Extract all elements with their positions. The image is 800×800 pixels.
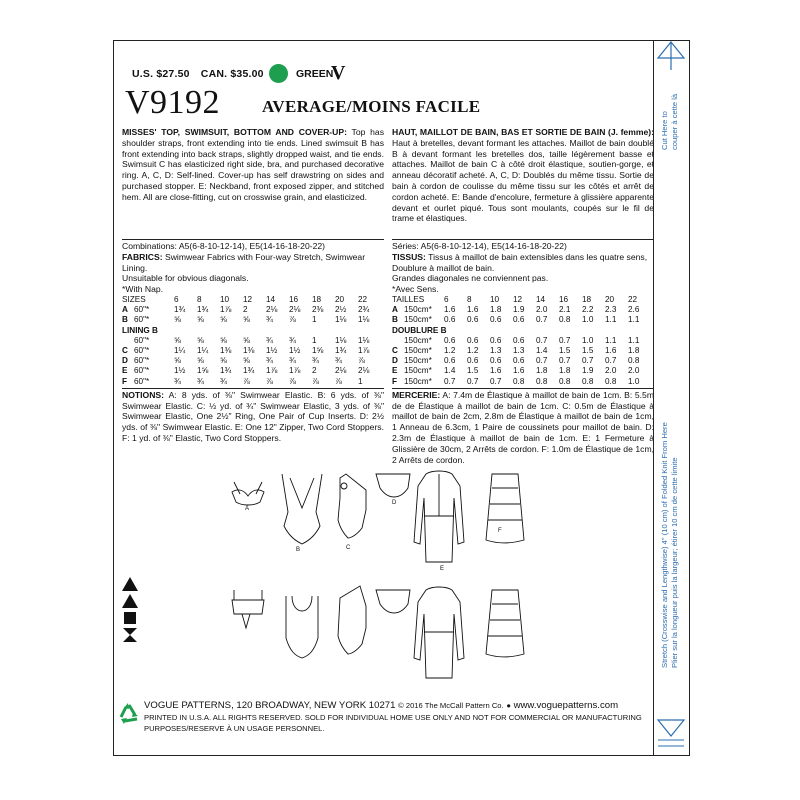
sizes-label: TAILLES xyxy=(392,294,425,304)
pattern-number: V9192 xyxy=(125,84,221,121)
yardage-cell: ⅝ xyxy=(197,315,204,325)
yardage-cell: 0.7 xyxy=(559,335,571,345)
yardage-cell: 0.7 xyxy=(582,356,594,366)
stretch-instruction-fr: Plier sur la longueur puis la largeur; étirer 10 cm de cette limite xyxy=(670,457,679,668)
size-header-cell: 18 xyxy=(582,294,592,304)
yardage-cell: ⅝ xyxy=(243,335,250,345)
view-label-d: D xyxy=(392,500,397,506)
width-cell: 150cm* xyxy=(404,356,432,366)
view-label-b: B xyxy=(296,547,301,553)
vogue-v-logo: V xyxy=(331,62,346,84)
yardage-cell: 0.8 xyxy=(559,315,571,325)
width-cell: 150cm* xyxy=(404,305,432,315)
size-header-cell: 8 xyxy=(467,294,472,304)
yardage-row xyxy=(392,305,651,315)
fabrics-label-fr: TISSUS: xyxy=(392,251,426,262)
yardage-cell: 0.7 xyxy=(536,335,548,345)
view-a-front-drawing xyxy=(232,482,264,505)
view-cell xyxy=(392,336,404,346)
notions-label-en: NOTIONS: xyxy=(122,389,165,400)
size-header-cell: 16 xyxy=(559,294,569,304)
yardage-cell: 1⅛ xyxy=(335,335,347,345)
size-header-cell: 10 xyxy=(220,294,230,304)
difficulty-label: AVERAGE/MOINS FACILE xyxy=(262,97,481,116)
yardage-cell: 0.7 xyxy=(559,356,571,366)
view-label-f: F xyxy=(498,528,502,534)
description-body-en: Top has shoulder straps, front extending into tie ends. Lined swimsuit B has front extending into back straps, slightly dropped waist, and tie ends. Swimsuit C has elasticized right side, bra, and purchased decorative ring. A, C, D: Self-lined. Cover-up has self drawstring on sides and purchased stopper. E: Neckband, front exposed zipper, and stitched hem. All are close-fitting, cut on crosswise grain, and elasticized. xyxy=(122,127,384,202)
divider xyxy=(122,239,384,240)
yardage-cell: ¾ xyxy=(266,315,273,325)
view-cell: F xyxy=(122,376,128,386)
size-table-fr xyxy=(392,295,651,387)
yardage-row xyxy=(122,315,381,325)
view-c-back-drawing xyxy=(338,586,366,654)
yardage-cell: ⅝ xyxy=(197,335,204,345)
yardage-row xyxy=(122,305,381,315)
size-header-cell: 10 xyxy=(490,294,500,304)
yardage-cell: ⅞ xyxy=(289,376,296,386)
yardage-cell: ¾ xyxy=(312,356,319,366)
yardage-row xyxy=(392,366,651,376)
yardage-cell: ¾ xyxy=(266,335,273,345)
stretch-arrow-icon xyxy=(658,720,684,736)
combinations-fr: Séries: A5(6-8-10-12-14), E5(14-16-18-20-22) xyxy=(392,241,567,251)
yardage-cell: 2 xyxy=(312,366,317,376)
yardage-cell: 0.8 xyxy=(582,376,594,386)
yardage-cell: ⅞ xyxy=(243,376,250,386)
yardage-cell: 1.6 xyxy=(490,366,502,376)
view-cell: D xyxy=(392,356,398,366)
view-b-front-drawing xyxy=(282,474,322,544)
yardage-row xyxy=(392,315,651,325)
fabrics-fr: Tissus à maillot de bain extensibles dans les quatre sens, Doublure à maillot de bain. xyxy=(392,251,648,273)
width-cell: 60"* xyxy=(134,335,150,345)
yardage-cell: 1.4 xyxy=(444,366,456,376)
yardage-cell: ⅞ xyxy=(358,356,365,366)
size-header-cell: 20 xyxy=(335,294,345,304)
yardage-cell: 1.2 xyxy=(444,346,456,355)
yardage-cell: 0.6 xyxy=(467,315,479,325)
width-cell: 150cm* xyxy=(404,376,432,386)
yardage-row xyxy=(122,346,381,356)
printed-notice: PRINTED IN U.S.A. ALL RIGHTS RESERVED. SOLD FOR INDIVIDUAL HOME USE ONLY AND NOT FOR COMMERCIAL OR MANUFACTURING PURPOSES/RESERVE À UN USAGE PERSONNEL. xyxy=(144,712,642,733)
view-label-c: C xyxy=(346,545,351,551)
yardage-cell: 0.6 xyxy=(490,356,502,366)
lining-label: LINING B xyxy=(122,325,158,335)
yardage-cell: ¾ xyxy=(266,356,273,366)
yardage-cell: 0.8 xyxy=(559,376,571,386)
yardage-cell: 1 xyxy=(312,335,317,345)
size-header-cell: 14 xyxy=(266,294,276,304)
yardage-cell: 1½ xyxy=(289,346,301,355)
yardage-cell: 0.8 xyxy=(513,376,525,386)
yardage-row xyxy=(392,336,651,346)
yardage-cell: 1.5 xyxy=(467,366,479,376)
yardage-cell: 1¾ xyxy=(174,305,186,315)
company-address: VOGUE PATTERNS, 120 BROADWAY, NEW YORK 10271 xyxy=(144,700,396,711)
yardage-cell: ⅝ xyxy=(243,356,250,366)
yardage-cell: 1⅛ xyxy=(335,315,347,325)
yardage-row xyxy=(392,346,651,356)
divider xyxy=(392,388,654,389)
cut-here-label: Cut Here to xyxy=(660,111,669,150)
description-title-fr: HAUT, MAILLOT DE BAIN, BAS ET SORTIE DE BAIN (J. femme): xyxy=(392,127,654,137)
yardage-row xyxy=(122,377,381,387)
fabrics-label-en: FABRICS: xyxy=(122,251,163,262)
notions-fr: A: 7.4m de Élastique à maillot de bain de 1cm. B: 5.5m de de Élastique à maillot de bain de 1cm. C: 0.5m de Élastique à maillot de bain de 2cm, 2.8m de Élastique à maillot de bain de 1cm, 1 Anneau de 6.3cm, 1 Paire de coussinets pour maillot de bain. D: 2.3m de Élastique à maillot de bain de 1cm. E: 1 Fermeture à Glissière de 30cm, 2 Arrêts de cordon. F: 1.0m de Élastique de 1cm, 2 Arrêts de cordon. xyxy=(392,389,654,465)
view-cell: B xyxy=(122,315,128,325)
yardage-cell: 1⅜ xyxy=(220,346,232,355)
yardage-cell: 2¾ xyxy=(358,305,370,315)
yardage-cell: 1.1 xyxy=(628,335,640,345)
square-symbol-icon xyxy=(124,612,136,624)
width-cell: 150cm* xyxy=(404,366,432,376)
yardage-cell: 0.7 xyxy=(467,376,479,386)
yardage-cell: 1.1 xyxy=(628,315,640,325)
yardage-cell: 1 xyxy=(358,376,363,386)
yardage-row xyxy=(122,336,381,346)
yardage-cell: 1⅞ xyxy=(358,346,370,355)
yardage-cell: 1⅜ xyxy=(243,346,255,355)
yardage-cell: 0.6 xyxy=(467,356,479,366)
yardage-cell: 1.3 xyxy=(490,346,502,355)
yardage-cell: 0.6 xyxy=(513,315,525,325)
yardage-cell: 1⅛ xyxy=(358,335,370,345)
yardage-cell: ⅝ xyxy=(220,315,227,325)
color-dot-icon xyxy=(269,64,288,83)
description-title-en: MISSES' TOP, SWIMSUIT, BOTTOM AND COVER-UP: xyxy=(122,127,347,137)
yardage-cell: 0.7 xyxy=(536,356,548,366)
size-header-cell: 18 xyxy=(312,294,322,304)
yardage-cell: 0.8 xyxy=(536,376,548,386)
yardage-cell: ⅝ xyxy=(220,356,227,366)
yardage-cell: 1.2 xyxy=(467,346,479,355)
yardage-cell: 1.8 xyxy=(536,366,548,376)
view-label-a: A xyxy=(245,506,250,512)
yardage-cell: 1.0 xyxy=(582,335,594,345)
yardage-cell: ¾ xyxy=(197,376,204,386)
yardage-cell: 2.0 xyxy=(536,305,548,315)
view-cell: C xyxy=(122,346,128,355)
yardage-cell: 1¾ xyxy=(243,366,255,376)
yardage-cell: ⅞ xyxy=(312,376,319,386)
yardage-cell: 2½ xyxy=(335,305,347,315)
bullet: ● xyxy=(506,701,511,710)
triangle-symbol-icon xyxy=(122,594,138,608)
yardage-cell: 1 xyxy=(312,315,317,325)
price-us: U.S. $27.50 xyxy=(132,68,190,80)
yardage-cell: 0.6 xyxy=(444,335,456,345)
view-a-back-drawing xyxy=(232,590,264,628)
yardage-cell: 0.7 xyxy=(444,376,456,386)
triangle-symbol-icon xyxy=(122,577,138,591)
notions-label-fr: MERCERIE: xyxy=(392,389,441,400)
yardage-cell: ¾ xyxy=(335,356,342,366)
view-cell: E xyxy=(392,366,398,376)
color-label: GREEN xyxy=(296,68,334,80)
yardage-cell: ⅝ xyxy=(243,315,250,325)
yardage-cell: 0.6 xyxy=(444,315,456,325)
yardage-cell: 1⅛ xyxy=(358,315,370,325)
french-yardage-section xyxy=(392,238,654,465)
yardage-cell: 2.2 xyxy=(582,305,594,315)
view-label-e: E xyxy=(440,566,445,572)
yardage-cell: 1½ xyxy=(266,346,278,355)
recycle-icon xyxy=(116,702,142,726)
yardage-cell: ⅝ xyxy=(174,335,181,345)
size-header-cell: 22 xyxy=(358,294,368,304)
lining-header-row xyxy=(392,326,651,336)
yardage-cell: 1.1 xyxy=(605,315,617,325)
yardage-cell: 0.6 xyxy=(513,335,525,345)
width-cell: 60"* xyxy=(134,356,150,366)
yardage-cell: 0.8 xyxy=(605,376,617,386)
cut-here-label-fr: couper à cette là xyxy=(670,93,679,150)
yardage-cell: 1⅞ xyxy=(220,305,232,315)
yardage-cell: 1.5 xyxy=(582,346,594,355)
width-cell: 60"* xyxy=(134,346,150,355)
view-d-front-drawing xyxy=(376,474,410,497)
description-french xyxy=(392,127,654,224)
yardage-cell: 1.6 xyxy=(513,366,525,376)
english-yardage-section xyxy=(122,238,384,444)
view-cell: A xyxy=(122,305,128,315)
yardage-cell: 1⅞ xyxy=(289,366,301,376)
copyright: © 2016 The McCall Pattern Co. xyxy=(398,701,504,710)
divider xyxy=(392,239,654,240)
yardage-cell: 1⅝ xyxy=(197,366,209,376)
yardage-cell: 1.8 xyxy=(490,305,502,315)
width-cell: 150cm* xyxy=(404,335,432,345)
width-cell: 150cm* xyxy=(404,315,432,325)
size-header-cell: 12 xyxy=(243,294,253,304)
yardage-cell: 0.6 xyxy=(490,315,502,325)
yardage-cell: 2⅛ xyxy=(266,305,278,315)
description-english xyxy=(122,127,384,203)
view-e-back-drawing xyxy=(414,587,464,678)
size-header-cell: 6 xyxy=(174,294,179,304)
bowtie-symbol-icon xyxy=(123,628,137,642)
yardage-cell: 1⅞ xyxy=(266,366,278,376)
yardage-cell: 2⅛ xyxy=(358,366,370,376)
yardage-cell: 1.8 xyxy=(559,366,571,376)
yardage-cell: 0.6 xyxy=(490,335,502,345)
yardage-cell: 1.0 xyxy=(628,376,640,386)
yardage-cell: 0.6 xyxy=(444,356,456,366)
yardage-cell: 1.6 xyxy=(467,305,479,315)
view-cell: A xyxy=(392,305,398,315)
view-cell: E xyxy=(122,366,128,376)
yardage-row xyxy=(392,377,651,387)
yardage-cell: 0.7 xyxy=(536,315,548,325)
price-can: CAN. $35.00 xyxy=(200,68,264,80)
yardage-cell: 1.0 xyxy=(582,315,594,325)
yardage-cell: 0.6 xyxy=(513,356,525,366)
yardage-cell: 2.0 xyxy=(628,366,640,376)
size-header-row xyxy=(392,295,651,305)
width-cell: 150cm* xyxy=(404,346,432,355)
size-header-cell: 8 xyxy=(197,294,202,304)
yardage-cell: 2⅜ xyxy=(312,305,324,315)
yardage-cell: 2⅛ xyxy=(289,305,301,315)
size-header-cell: 12 xyxy=(513,294,523,304)
yardage-cell: 1⅝ xyxy=(312,346,324,355)
yardage-cell: 1¼ xyxy=(197,346,209,355)
view-e-front-drawing xyxy=(414,471,464,562)
yardage-cell: 1.5 xyxy=(559,346,571,355)
yardage-cell: 1.3 xyxy=(513,346,525,355)
yardage-cell: ⅝ xyxy=(197,356,204,366)
stretch-instruction: Stretch (Crosswise and Lengthwise) 4" (10 cm) of Folded Knit From Here xyxy=(660,422,669,668)
size-header-cell: 16 xyxy=(289,294,299,304)
yardage-cell: 1¾ xyxy=(220,366,232,376)
description-body-fr: Haut à bretelles, devant formant les attaches. Maillot de bain doublé B à devant formant les bretelles dos, taille légèrement basse et attaches. Maillot de bain C à côté droit élastique, soutien-gorge, et anneau décoratif acheté. A, C, D: Doublés du même tissu. Sortie de bain à cordon de coulisse du même tissu sur les côtés et arrêt de cordon acheté. E: Bande d'encolure, fermeture à glissière apparente devant et ourlet piqué. Tous sont moulants, coupés sur le fil de trame et élastiques. xyxy=(392,137,654,224)
view-f-back-drawing xyxy=(486,590,524,657)
yardage-cell: 1.9 xyxy=(582,366,594,376)
yardage-cell: 0.7 xyxy=(490,376,502,386)
view-cell: D xyxy=(122,356,128,366)
divider xyxy=(122,388,384,389)
size-header-cell: 22 xyxy=(628,294,638,304)
footer xyxy=(144,700,644,735)
yardage-row xyxy=(392,356,651,366)
yardage-cell: 0.7 xyxy=(605,356,617,366)
lining-label: DOUBLURE B xyxy=(392,325,447,335)
yardage-cell: 1.1 xyxy=(605,335,617,345)
nap-en: *With Nap. xyxy=(122,284,164,295)
yardage-cell: 1¾ xyxy=(335,346,347,355)
yardage-cell: ⅝ xyxy=(220,335,227,345)
sizes-label: SIZES xyxy=(122,294,146,304)
yardage-cell: ⅞ xyxy=(289,315,296,325)
yardage-cell: ¾ xyxy=(289,356,296,366)
yardage-cell: 2.6 xyxy=(628,305,640,315)
notch-symbols xyxy=(121,576,139,644)
yardage-cell: 0.6 xyxy=(467,335,479,345)
nap-fr: *Avec Sens. xyxy=(392,284,439,295)
yardage-cell: 1.8 xyxy=(628,346,640,355)
view-cell: C xyxy=(392,346,398,355)
yardage-cell: ⅝ xyxy=(174,315,181,325)
yardage-cell: 1.9 xyxy=(513,305,525,315)
unsuitable-fr: Grandes diagonales ne conviennent pas. xyxy=(392,273,549,284)
size-table-en xyxy=(122,295,381,387)
garment-line-drawings xyxy=(220,468,530,698)
yardage-cell: 2 xyxy=(243,305,248,315)
yardage-cell: 2⅛ xyxy=(335,366,347,376)
width-cell: 60"* xyxy=(134,315,150,325)
view-d-back-drawing xyxy=(376,590,410,613)
unsuitable-en: Unsuitable for obvious diagonals. xyxy=(122,273,249,284)
yardage-cell: 1½ xyxy=(174,366,186,376)
yardage-cell: 2.3 xyxy=(605,305,617,315)
yardage-cell: 1.6 xyxy=(605,346,617,355)
yardage-cell: ⅞ xyxy=(266,376,273,386)
view-cell xyxy=(122,336,134,346)
yardage-cell: 1¼ xyxy=(174,346,186,355)
yardage-cell: 2.1 xyxy=(559,305,571,315)
yardage-row xyxy=(122,356,381,366)
yardage-row xyxy=(122,366,381,376)
fabrics-en: Swimwear Fabrics with Four-way Stretch, Swimwear Lining. xyxy=(122,251,366,273)
size-header-cell: 14 xyxy=(536,294,546,304)
lining-header-row xyxy=(122,326,381,336)
size-header-cell: 20 xyxy=(605,294,615,304)
width-cell: 60"* xyxy=(134,305,150,315)
size-header-row xyxy=(122,295,381,305)
view-b-back-drawing xyxy=(286,596,318,658)
width-cell: 60"* xyxy=(134,376,150,386)
yardage-cell: 2.0 xyxy=(605,366,617,376)
view-c-front-drawing xyxy=(338,474,366,538)
notions-en: A: 8 yds. of ⅜" Swimwear Elastic. B: 6 yds. of ⅜" Swimwear Elastic. C: ½ yd. of ¾" Swimwear Elastic, 3 yds. of ⅜" Swimwear Elastic, One 2½" Ring, One Pair of Cup Inserts. D: 2½ yds. of ⅜" Swimwear Elastic. E: One 12" Zipper, Two Cord Stoppers. F: 1 yd. of ⅜" Elastic, Two Cord Stoppers. xyxy=(122,389,384,443)
yardage-cell: ¾ xyxy=(174,376,181,386)
combinations-en: Combinations: A5(6-8-10-12-14), E5(14-16-18-20-22) xyxy=(122,241,326,251)
yardage-cell: 1¾ xyxy=(197,305,209,315)
yardage-cell: ¾ xyxy=(220,376,227,386)
view-f-front-drawing xyxy=(486,474,524,543)
yardage-cell: 0.8 xyxy=(628,356,640,366)
yardage-cell: 1.4 xyxy=(536,346,548,355)
yardage-cell: ¾ xyxy=(289,335,296,345)
website: www.voguepatterns.com xyxy=(513,700,619,711)
price-line xyxy=(132,68,272,80)
width-cell: 60"* xyxy=(134,366,150,376)
yardage-cell: ⅝ xyxy=(174,356,181,366)
view-cell: B xyxy=(392,315,398,325)
view-cell: F xyxy=(392,376,398,386)
size-header-cell: 6 xyxy=(444,294,449,304)
yardage-cell: 1.6 xyxy=(444,305,456,315)
yardage-cell: ⅞ xyxy=(335,376,342,386)
